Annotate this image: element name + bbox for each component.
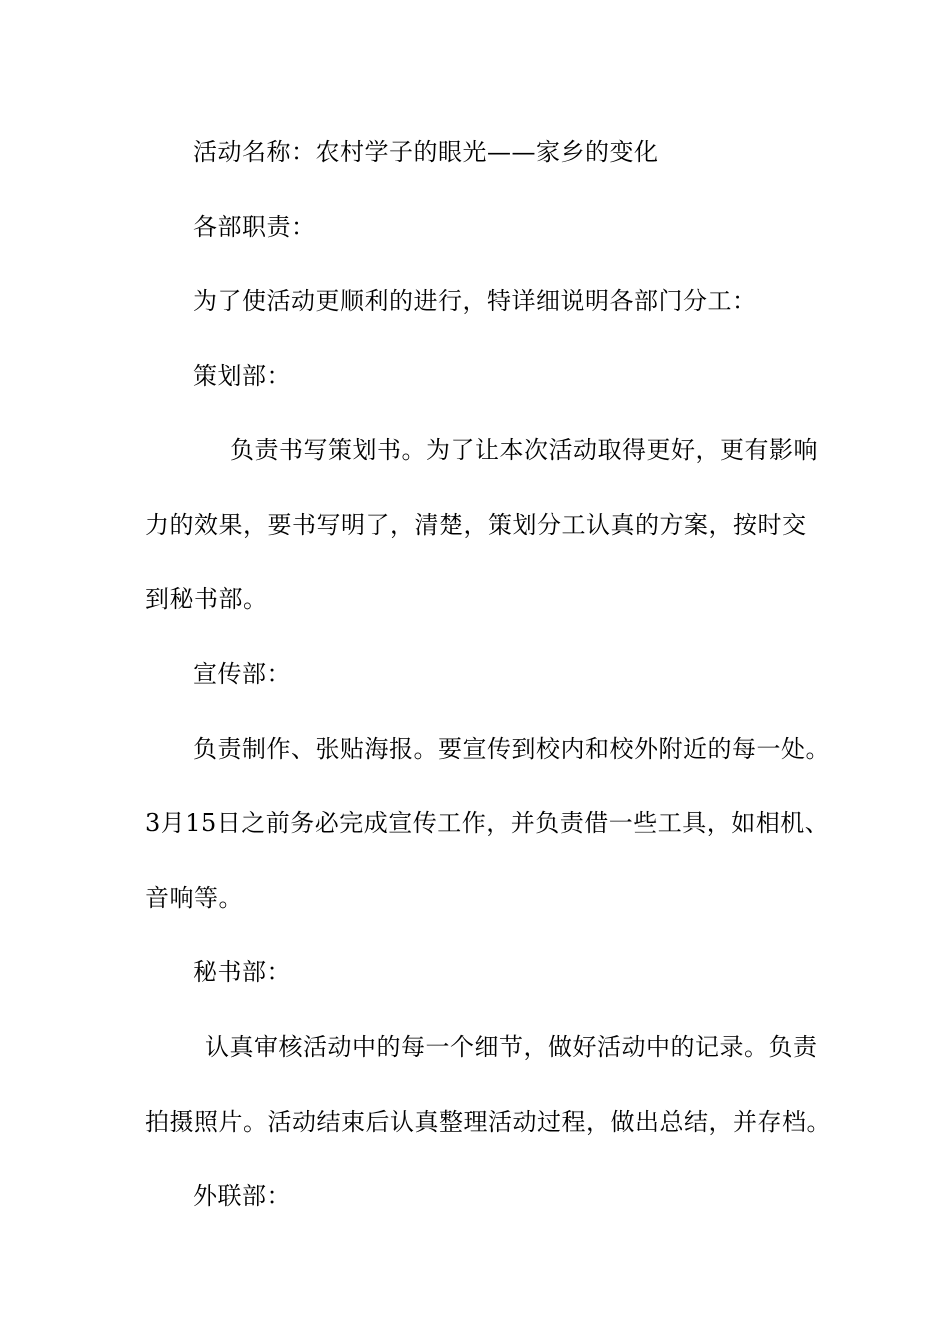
publicity-text-line-1: 负责制作、张贴海报。要宣传到校内和校外附近的每一处。 — [193, 735, 830, 763]
planning-text-line-2: 力的效果，要书写明了，清楚，策划分工认真的方案，按时交 — [145, 511, 807, 539]
dept-heading-external: 外联部： — [193, 1182, 291, 1210]
dept-heading-secretariat: 秘书部： — [193, 958, 291, 986]
section-heading-duties: 各部职责： — [193, 213, 316, 241]
dept-heading-planning: 策划部： — [193, 362, 291, 390]
planning-text-line-3: 到秘书部。 — [145, 585, 268, 613]
dept-heading-publicity: 宣传部： — [193, 660, 291, 688]
planning-text-line-1: 负责书写策划书。为了让本次活动取得更好，更有影响 — [230, 436, 818, 464]
publicity-text-line-3: 音响等。 — [145, 884, 243, 912]
secretariat-text-line-1: 认真审核活动中的每一个细节，做好活动中的记录。负责 — [205, 1033, 818, 1061]
secretariat-text-line-2: 拍摄照片。活动结束后认真整理活动过程，做出总结，并存档。 — [145, 1108, 831, 1136]
intro-paragraph: 为了使活动更顺利的进行，特详细说明各部门分工： — [193, 287, 757, 315]
publicity-text-line-2: 3月15日之前务必完成宣传工作，并负责借一些工具，如相机、 — [145, 809, 830, 837]
activity-name-line: 活动名称：农村学子的眼光——家乡的变化 — [193, 138, 659, 166]
